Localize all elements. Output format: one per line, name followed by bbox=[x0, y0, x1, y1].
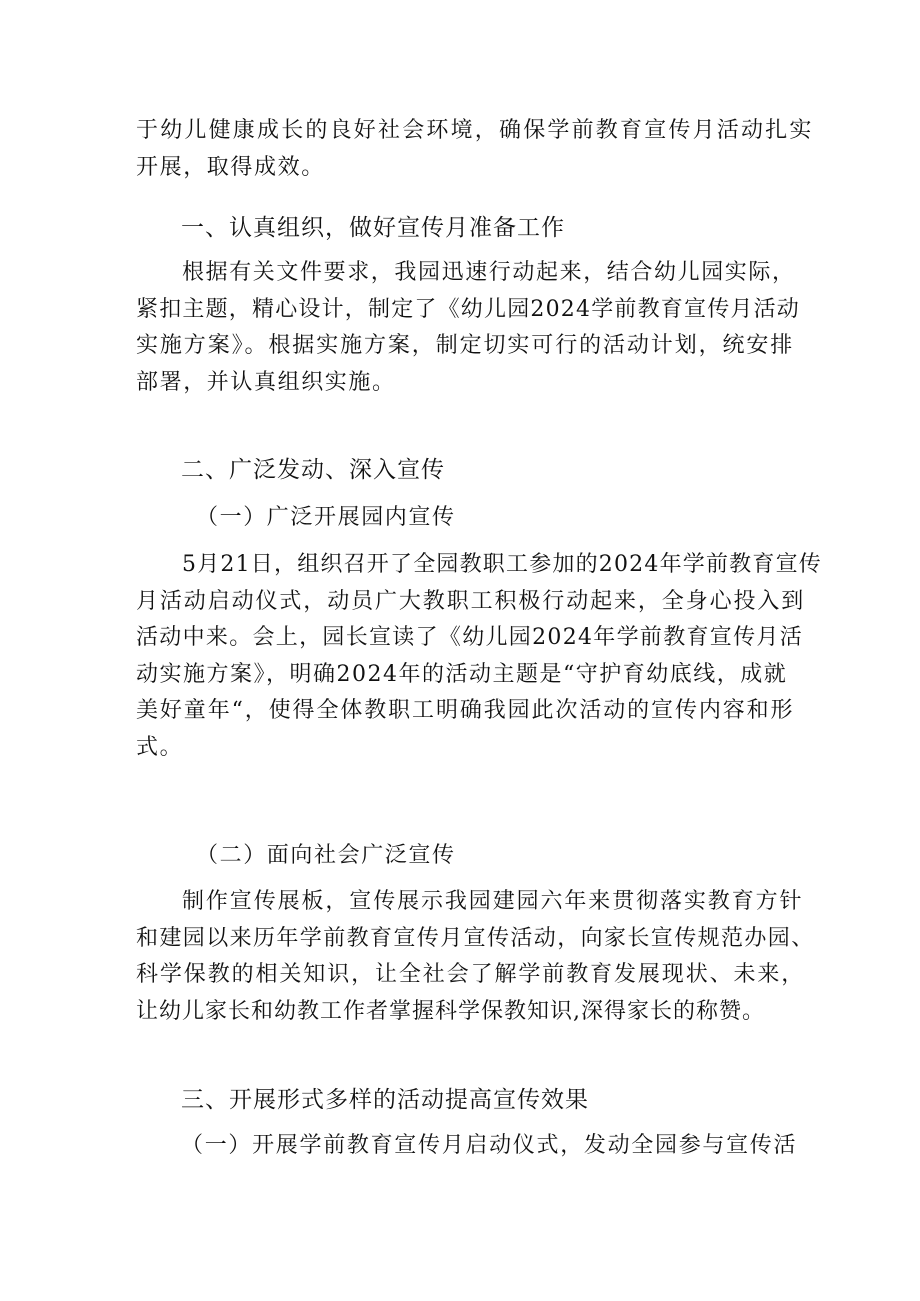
text-line: 月活动启动仪式，动员广大教职工积极行动起来，全身心投入到 bbox=[136, 588, 806, 614]
text-line: 动实施方案》，明确2024年的活动主题是“守护育幼底线，成就 bbox=[136, 661, 788, 687]
text-line: 和建园以来历年学前教育宣传月宣传活动，向家长宣传规范办园、 bbox=[136, 925, 815, 951]
text-line: 式。 bbox=[136, 734, 184, 760]
text-line: 部署，并认真组织实施。 bbox=[136, 369, 396, 395]
text-line: 实施方案》。根据实施方案，制定切实可行的活动计划，统安排 bbox=[136, 333, 795, 358]
subsection-title-3-1: （一）开展学前教育宣传月启动仪式，发动全园参与宣传活 bbox=[181, 1133, 798, 1158]
text-line: 开展，取得成效。 bbox=[136, 154, 325, 180]
text-line: 美好童年“，使得全体教职工明确我园此次活动的宣传内容和形 bbox=[136, 698, 795, 723]
text-line: 紧扣主题，精心设计，制定了《幼儿园2024学前教育宣传月活动 bbox=[136, 296, 800, 322]
section-heading-1: 一、认真组织，做好宣传月准备工作 bbox=[181, 215, 565, 241]
intro-paragraph bbox=[136, 113, 814, 186]
section2-sub1-paragraph bbox=[136, 547, 822, 766]
subsection-title-2-1: （一）广泛开展园内宣传 bbox=[196, 505, 456, 530]
section2-sub2-paragraph bbox=[136, 884, 815, 1030]
text-line: 根据有关文件要求，我园迅速行动起来，结合幼儿园实际， bbox=[182, 260, 796, 285]
text-line: 活动中来。会上，园长宣读了《幼儿园2024年学前教育宣传月活 bbox=[136, 625, 803, 650]
text-line: 于幼儿健康成长的良好社会环境，确保学前教育宣传月活动扎实 bbox=[136, 118, 814, 143]
text-line: 5月21日，组织召开了全园教职工参加的2024年学前教育宣传 bbox=[182, 552, 822, 577]
section-heading-2: 二、广泛发动、深入宣传 bbox=[181, 457, 445, 483]
section-heading-3: 三、开展形式多样的活动提高宣传效果 bbox=[181, 1087, 589, 1113]
section1-paragraph bbox=[136, 255, 800, 401]
subsection-title-2-2: （二）面向社会广泛宣传 bbox=[196, 843, 456, 868]
text-line: 科学保教的相关知识，让全社会了解学前教育发展现状、未来， bbox=[136, 962, 806, 987]
text-line: 让幼儿家长和幼教工作者掌握科学保教知识,深得家长的称赞。 bbox=[136, 998, 765, 1024]
text-line: 制作宣传展板，宣传展示我园建园六年来贯彻落实教育方针 bbox=[182, 889, 804, 914]
